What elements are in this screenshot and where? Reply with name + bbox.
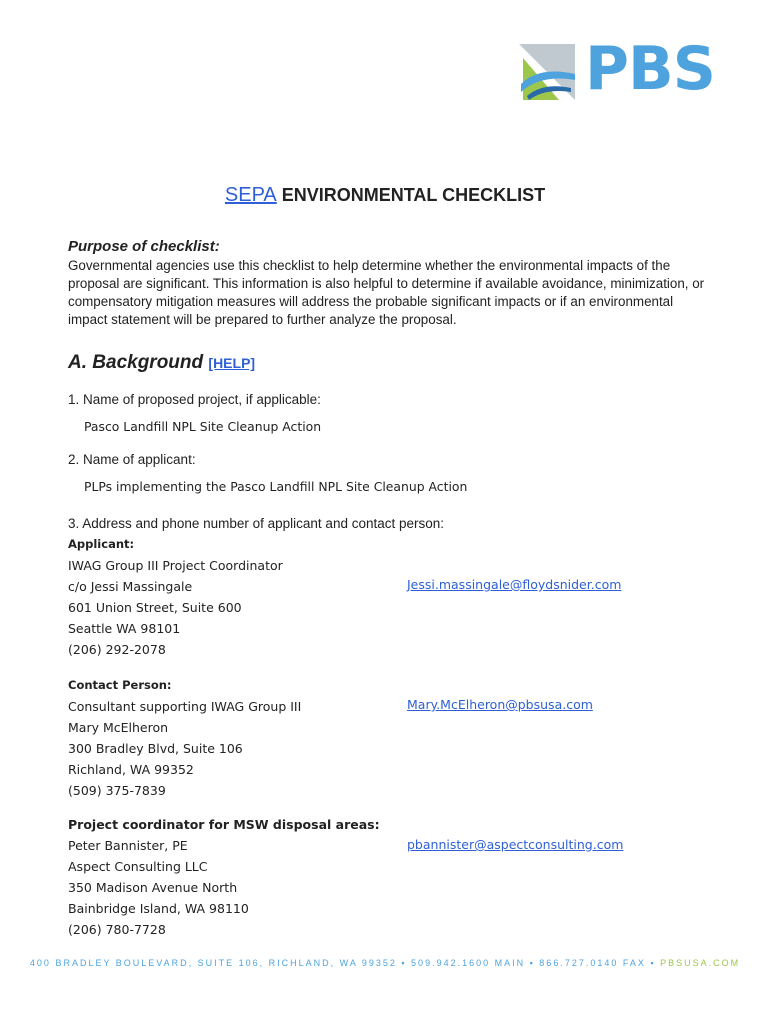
msw-block <box>68 814 380 940</box>
contact-line: Richland, WA 99352 <box>68 762 194 777</box>
purpose-heading: Purpose of checklist: <box>68 238 220 255</box>
sepa-link[interactable]: SEPA <box>224 184 277 206</box>
page-title <box>0 184 770 207</box>
applicant-line: IWAG Group III Project Coordinator <box>68 558 283 573</box>
question-2: 2. Name of applicant: <box>68 452 196 467</box>
msw-label: Project coordinator for MSW disposal areas: <box>68 817 380 832</box>
msw-line: Peter Bannister, PE <box>68 838 188 853</box>
page-footer <box>0 958 770 968</box>
question-1: 1. Name of proposed project, if applicable: <box>68 392 321 407</box>
answer-1: Pasco Landfill NPL Site Cleanup Action <box>84 419 322 434</box>
applicant-line: c/o Jessi Massingale <box>68 579 193 594</box>
answer-2: PLPs implementing the Pasco Landfill NPL Site Cleanup Action <box>84 479 468 494</box>
pbs-logo <box>519 34 715 104</box>
contact-line: 300 Bradley Blvd, Suite 106 <box>68 741 243 756</box>
footer-site-link[interactable]: PBSUSA.COM <box>660 958 741 968</box>
background-heading-text: A. Background <box>68 352 209 373</box>
background-heading <box>68 352 255 374</box>
question-3: 3. Address and phone number of applicant and contact person: <box>68 516 445 531</box>
msw-email-link[interactable]: pbannister@aspectconsulting.com <box>407 837 624 852</box>
applicant-block <box>68 534 283 660</box>
applicant-line: (206) 292-2078 <box>68 642 166 657</box>
contact-line: (509) 375-7839 <box>68 783 166 798</box>
applicant-label: Applicant: <box>68 537 135 551</box>
title-text: ENVIRONMENTAL CHECKLIST <box>276 185 546 205</box>
applicant-line: 601 Union Street, Suite 600 <box>68 600 242 615</box>
contact-block <box>68 675 301 801</box>
applicant-line: Seattle WA 98101 <box>68 621 181 636</box>
contact-line: Consultant supporting IWAG Group III <box>68 699 302 714</box>
applicant-email-link[interactable]: Jessi.massingale@floydsnider.com <box>407 577 622 592</box>
contact-line: Mary McElheron <box>68 720 169 735</box>
contact-label: Contact Person: <box>68 678 172 692</box>
footer-address: 400 BRADLEY BOULEVARD, SUITE 106, RICHLAND, WA 99352 ▪ 509.942.1600 MAIN ▪ 866.727.0140 FAX ▪ <box>29 958 661 968</box>
help-link[interactable]: [HELP] <box>208 355 256 371</box>
msw-line: Aspect Consulting LLC <box>68 859 208 874</box>
msw-line: 350 Madison Avenue North <box>68 880 238 895</box>
purpose-text: Governmental agencies use this checklist to help determine whether the environmental impacts of the proposal are significant. This information is also helpful to determine if available avoidance, minimization, or compensatory mitigation measures will address the probable significant impacts or if an environmental impact statement will be prepared to further analyze the proposal. <box>68 258 705 327</box>
pbs-logo-mark-icon <box>519 44 575 100</box>
contact-email-link[interactable]: Mary.McElheron@pbsusa.com <box>407 697 593 712</box>
logo-text: PBS <box>585 34 715 104</box>
msw-line: (206) 780-7728 <box>68 922 166 937</box>
msw-line: Bainbridge Island, WA 98110 <box>68 901 249 916</box>
